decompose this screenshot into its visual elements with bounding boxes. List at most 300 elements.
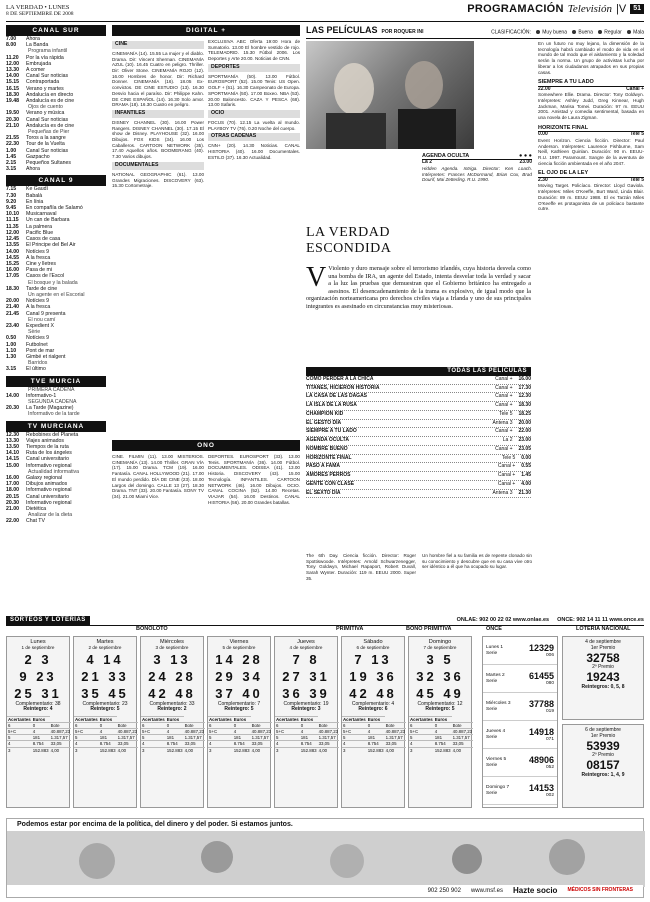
draw-date: 5 de septiembre [222,645,256,651]
todas-film-channel: Canal + [495,445,513,452]
draw-number-row [141,651,203,668]
channel-header: TVE MURCIA [6,376,106,387]
draw-reintegro: Reintegro: 3 [291,706,321,713]
acertantes-cat: 6 [74,723,99,729]
schedule-time: 15.00 [6,462,19,469]
acertantes-count: 8.754 [32,741,50,747]
todas-film-time: 18.30 [518,402,531,409]
acertantes-euros: 1.317,57 [184,735,206,741]
schedule-program: Ojos de cuento [28,104,63,111]
draw-date: 2 de septiembre [88,645,122,651]
acertantes-row [74,747,138,753]
todas-film-channel: Antena 3 [492,419,513,426]
draw-number-row [342,668,404,685]
schedule-program: Babalà [26,192,43,199]
schedule-time: 12.00 [6,229,19,236]
schedule-time: 9.45 [6,205,17,212]
draw-number: 42 [148,685,169,701]
once-serie: 080 [545,680,554,686]
section-title: PROGRAMACIÓN [467,3,564,15]
schedule-time: 14.55 [6,254,19,261]
acertantes-cat: 3 [275,747,300,753]
acertantes-count: 4 [32,729,50,735]
primitiva-title: PRIMITIVA [336,625,364,632]
page-number: 51 [630,4,644,14]
ono-title: ONO [112,440,300,451]
acertantes-count: 8.754 [166,741,184,747]
draw-number-row [141,668,203,685]
nacional-date: 6 de septiembre [585,727,621,733]
schedule-program: Ahora [26,36,40,42]
side-film-text: Moving Target. Policíaco. Director: Lloyd Gaviola. Intérpretes: Miles O'Keeffe, Burt Ward, Linda Blair. Duración: 89 m. EEUU 1988. El ex Tarzán Miles O'Keeffe es protagonista de un policiaco bastante cutre. [538,183,644,212]
draw-number: 25 [14,685,35,701]
rating-very-good: Muy buena [542,29,567,35]
acertantes-euros: Bote [50,723,72,729]
draw-number: 34 [242,668,263,684]
todas-film-channel: Canal + [497,480,516,487]
msf-banner[interactable] [6,818,644,898]
acertantes-cat: 5+C [208,729,233,735]
acertantes-euros: 1.317,57 [50,735,72,741]
ono-col-1: CINE. FILMIN (11). 13.00 MISTERIOS. CINEMANÍA (13). 14.00 Thriller. GRAN VÍA (17). 15.00 Drama. TCM (19). 16.00 Fantasía. CANAL HOLLYWOOD (21). 17.00 El mundo perdido. DÍA DE CINE (23). 18.00 Largos del domingo. CALLE 13 (27). 18.30 Drama. TNT (33). 20.00 Fantasía. SONY TV (34). 21.00 Miami Vice. [112,454,204,499]
nacional-number-2: 08157 [586,758,620,773]
todas-row [306,437,531,446]
acertantes-row [275,747,339,753]
draw-number-row [7,685,69,702]
peliculas-section [306,25,644,610]
acertantes-cat: 5+C [342,729,367,735]
draw-number: 3 [41,651,52,667]
draw-day: Miércoles [160,639,184,645]
nacional-draw [562,724,644,808]
feature-headline: LA VERDAD ESCONDIDA [306,225,392,256]
schedule-time: 19.50 [6,110,19,117]
schedule-time: 20.30 [6,116,19,123]
todas-film-name: LA CASA DE LAS DAGAS [306,393,368,400]
acertantes-table [275,716,339,752]
header-date: 8 DE SEPTIEMBRE DE 2008 [6,11,74,18]
todas-film-channel: Canal + [497,463,516,470]
todas-title: TODAS LAS PELÍCULAS [306,367,531,376]
acertantes-euros: 1.317,57 [452,735,474,741]
acertantes-cat: 4 [74,741,99,747]
schedule-program: La palmera [26,223,52,230]
draw-number: 40 [242,685,263,701]
banner-cta[interactable]: Hazte socio [512,886,558,896]
schedule-time: 3.15 [6,166,17,173]
film-info-cast: Hidden Agenda. Intriga. Director: Ken Loach. Intérpretes: Frances McDormand, Brian Cox, Brad Dourif, Mai Zetterling. R.U. 1990. [422,166,532,183]
todas-film-name: EL GESTO DÍA [306,419,342,426]
peliculas-title: LAS PELÍCULAS [306,25,378,35]
acertantes-count: 0 [32,723,50,729]
acertantes-euros: 1.317,57 [318,735,340,741]
draw-number-row [74,685,136,702]
draw-number: 37 [215,685,236,701]
todas-section [306,367,531,498]
todas-film-name: AGENDA OCULTA [306,437,349,444]
schedule-program: Viajes animados [26,437,64,444]
todas-film-time: 4.00 [521,480,531,487]
acertantes-count: 0 [300,723,318,729]
once-day [486,757,506,768]
banner-web[interactable]: www.msf.es [470,887,503,894]
todas-row [306,446,531,455]
draw-number-row [342,651,404,668]
once-serie-label: Serie [486,650,498,656]
nacional-date: 4 de septiembre [585,639,621,645]
acertantes-cat: 5+C [275,729,300,735]
acertantes-euros: 33,05 [318,741,340,747]
draw-complementario: Complementario: 23 [82,700,128,707]
nacional-title: LOTERÍA NACIONAL [576,625,631,632]
side-film-name: SIEMPRE A TU LADO [538,79,644,86]
schedule-program: Andalucía es de cine [26,122,75,129]
acertantes-euros: 33,05 [184,741,206,747]
draw-date: 1 de septiembre [21,645,55,651]
acertantes-cat: 6 [7,723,32,729]
todas-film-time: 23.05 [518,445,531,452]
schedule-time: 12.45 [6,236,19,243]
draw-number: 23 [36,668,57,684]
once-date: Viernes 5 [486,756,507,762]
draw-day: Viernes [229,639,249,645]
acertantes-table [409,716,473,752]
euros-header: Euros [99,717,117,723]
todas-row [306,472,531,481]
film-info-name: AGENDA OCULTA [422,153,470,159]
digital-doc-text: NATIONAL GEOGRAPHIC (61). 13.00 Grandes Migraciones. DISCOVERY (63). 15.30 Cortometraje. [112,171,204,189]
acertantes-count: 0 [166,723,184,729]
feature-text: Violento y duro mensaje sobre el terrorismo irlandés, cuya historia desvela como una bomba de IRA, un agente del Estado, intenta desvelar toda la verdad y sacar a la luz las pruebas que demuestran que el Gobierno británico ha entregado a asesinos. El desencadenamiento de la trama es explosivo, de igual modo que la organización norteamericana pro derechos civiles viaja a Irlanda y uno de sus principales integrantes es asesinado en circunstancias muy misteriosas. [306,265,531,310]
acertantes-cat: 5+C [74,729,99,735]
schedule-program: Un can de Barbara [26,217,70,224]
schedule-program: Un agente en el Escorial [28,291,85,298]
schedule-time: 1.30 [6,353,17,360]
msf-logo: MÉDICOS SIN FRONTERAS [567,887,633,894]
once-day [486,729,505,740]
side-film-text: Somewhere Ellie. Drama. Director: Tony Goldwyn. Intérpretes: Ashley Judd, Greg Kinnear, Hugh Jackman, Marisa Tomei. Duración: 97 m. EEUU 2001. Amistad y comedia sentimental, basada en una novela de Laura Zigman. [538,92,644,121]
once-serie: 002 [545,792,554,798]
rating-dot-icon [572,30,576,34]
rating-bad: Mala [633,29,644,35]
draw-card [408,636,472,808]
schedule-program: Canal Sur noticias [26,116,69,123]
acertantes-cat: 5+C [409,729,434,735]
schedule-program: Futbolnet [26,341,48,348]
acertantes-cat: 6 [342,723,367,729]
schedule-item [6,166,106,172]
sorteos-header [6,616,644,626]
euros-header: Euros [367,717,385,723]
nacional-label: 1er Premio [590,732,616,739]
acertantes-euros: 40.887,23 [385,729,406,735]
acertantes-cat: 3 [342,747,367,753]
side-film-channel: Tele 5 [630,131,644,138]
acertantes-count: 181 [300,735,318,741]
lottery-titles-row [6,626,644,636]
todas-film-name: AMORES PERROS [306,472,351,479]
schedule-program: SEGUNDA CADENA [28,398,77,405]
todas-row [306,463,531,472]
draw-reintegro: Reintegro: 5 [90,706,120,713]
digital-col-2 [208,39,300,425]
todas-film-name: CHAMPION KID [306,410,344,417]
schedule-time: 21.55 [6,135,19,142]
draw-number: 48 [175,685,196,701]
nacional-number: 32758 [586,650,620,665]
acertantes-count: 152.883 [233,747,250,753]
schedule-program: Canal Sur noticias [26,73,69,80]
acertantes-cat: 6 [409,723,434,729]
schedule-program: Dibujos animados [26,481,68,488]
acertantes-euros: 40.887,23 [318,729,339,735]
acertantes-header: Acertantes [343,717,366,723]
once-results [482,636,558,808]
todas-film-channel: Canal + [495,393,513,400]
draw-day: Martes [96,639,114,645]
sexto-dia-side: Un hombre fiel a su familia es de repente clonado sin su conocimiento y descubre que en su casa vive otro ser idéntico a él que ha ocupado su lugar. [422,553,532,570]
draw-number: 4 [86,651,97,667]
once-serie-label: Serie [486,734,498,740]
schedule-time: 16.15 [6,85,19,92]
once-serie: 019 [545,708,554,714]
acertantes-count: 8.754 [233,741,251,747]
acertantes-cat: 4 [275,741,300,747]
schedule-time: 18.30 [6,285,19,292]
todas-film-channel: La 2 [502,437,513,444]
channel-header: CANAL 9 [6,175,106,186]
digital-deportes-text: SPORTMANÍA (50). 13.00 Fútbol. EUROSPORT (52). 15.00 Tenis: US Open. GOLF + (51). 16.30 Campeonato de Europa. SPORTMANÍA (50). 17.00 Boxeo. NBA (53). 20.00 Baloncesto. CAZA Y PESCA (68). 13.00 Safaris. [208,73,300,108]
schedule-time: 14.00 [6,392,19,399]
acertantes-count: 0 [367,723,385,729]
acertantes-euros: 4,00 [385,747,407,753]
acertantes-table [141,716,205,752]
schedule-program: El nou camí [28,316,56,323]
acertantes-cat: 5 [74,735,99,741]
schedule-program: Cine y lletres [26,260,56,267]
draw-number: 42 [349,685,370,701]
acertantes-cat: 6 [275,723,300,729]
draw-complementario: Complementario: 4 [351,700,395,707]
schedule-time: 3.15 [6,366,17,373]
acertantes-count: 8.754 [367,741,385,747]
side-film-name: HORIZONTE FINAL [538,125,644,132]
schedule-program: Informativo regional [26,487,72,494]
schedule-program: Informativo regional [26,499,72,506]
schedule-time: 18.00 [6,487,19,494]
schedule-time: 13.50 [6,443,19,450]
draw-card [6,636,70,808]
schedule-program: A la fresca [26,304,51,311]
todas-film-name: TITANES, HICIERON HISTORIA [306,384,380,391]
todas-row [306,376,531,385]
film-info-time: 23.00 [519,159,532,166]
once-row [483,665,557,693]
todas-row [306,481,531,490]
draw-number: 3 [153,651,164,667]
acertantes-table [74,716,138,752]
rating-dot-icon [627,30,631,34]
schedule-program: Andalucía en directo [26,91,74,98]
schedule-time: 11.15 [6,217,19,224]
schedule-program: Analizar de la dieta [28,512,73,519]
bonoloto-title: BONOLOTO [136,625,168,632]
draw-date: 3 de septiembre [155,645,189,651]
euros-header: Euros [434,717,452,723]
draw-number: 28 [242,651,263,667]
schedule-time: 21.10 [6,122,19,129]
schedule-item [6,366,106,372]
draw-number: 31 [41,685,62,701]
digital-otras-text: CNN+ (20). 14.30 Noticias. CANAL HISTORIA (40). 16.00 Documentales. ESTILO (37). 16.30 Actualidad. [208,143,300,160]
schedule-program: Contraportada [26,79,60,86]
draw-complementario: Complementario: 19 [283,700,329,707]
once-serie: 006 [545,652,554,658]
acertantes-header: Acertantes [8,717,31,723]
draw-number: 48 [376,685,397,701]
draw-number-row [275,651,337,668]
schedule-item [6,518,106,524]
acertantes-euros: 4,00 [251,747,273,753]
schedule-time: 10.10 [6,211,19,218]
draw-number: 13 [371,651,392,667]
draw-complementario: Complementario: 38 [15,700,61,707]
acertantes-count: 152.883 [166,747,183,753]
schedule-program: Por la vía rápida [26,54,64,61]
todas-row [306,420,531,429]
once-contact: ONCE: 902 14 11 11 www.once.es [557,617,644,624]
draw-number: 36 [282,685,303,701]
acertantes-euros: 33,05 [50,741,72,747]
draw-number: 13 [170,651,191,667]
acertantes-count: 8.754 [99,741,117,747]
schedule-time: 20.30 [6,499,19,506]
rating-regular: Regular [604,29,622,35]
once-day [486,701,511,712]
schedule-program: Informativo-1 [26,392,57,399]
schedule-note [6,411,106,417]
acertantes-count: 152.883 [99,747,116,753]
schedule-program: Sèrie [28,329,41,336]
draw-number: 5 [443,651,454,667]
acertantes-euros: 33,05 [385,741,407,747]
rating-dot-icon [598,30,602,34]
sorteos-title: SORTEOS Y LOTERÍAS [6,616,90,625]
acertantes-euros: 1.317,57 [251,735,273,741]
acertantes-table [7,716,71,752]
draw-number: 7 [292,651,303,667]
once-serie-label: Serie [486,762,498,768]
nacional-label-2: 2º Premio [592,752,614,759]
draw-number: 28 [175,668,196,684]
acertantes-euros: 1.317,57 [117,735,139,741]
todas-film-time: 0.55 [521,463,531,470]
acertantes-euros: 4,00 [50,747,72,753]
banner-slogan: Podemos estar por encima de la política, del dinero y del poder. Si estamos juntos. [7,819,643,831]
todas-film-time: 20.00 [518,419,531,426]
schedule-time: 7.00 [6,36,17,42]
draw-complementario: Complementario: 33 [149,700,195,707]
draw-date: 4 de septiembre [289,645,323,651]
draw-reintegro: Reintegro: 6 [358,706,388,713]
draw-reintegro: Reintegro: 5 [425,706,455,713]
digital-cine-heading: CINE [112,41,204,49]
once-date: Lunes 1 [486,644,504,650]
acertantes-euros: Bote [318,723,340,729]
banner-footer [7,885,643,897]
draw-number-row [275,668,337,685]
draw-date: 7 de septiembre [423,645,457,651]
once-row [483,777,557,805]
draw-date: 6 de septiembre [356,645,390,651]
nacional-draw [562,636,644,720]
acertantes-euros: 40.887,23 [50,729,71,735]
sorteos-section [6,616,644,812]
euros-header: Euros [32,717,50,723]
draw-number-row [141,685,203,702]
side-film [538,170,644,212]
nacional-results [562,636,644,808]
schedule-time: 13.30 [6,437,19,444]
schedule-program: Tarde de cine [26,285,58,292]
schedule-time: 16.00 [6,267,19,274]
schedule-program: Casos de l'Escol [26,273,65,280]
feature-article [306,262,531,311]
draw-number-row [409,651,471,668]
once-number: 37788 [528,698,554,709]
schedule-time: 13.55 [6,242,19,249]
draw-number: 27 [282,668,303,684]
schedule-time: 0.50 [6,335,17,342]
schedule-program: Notícies 9 [26,248,50,255]
channels-column [6,25,106,525]
schedule-time: 12.30 [6,431,19,438]
acertantes-count: 152.883 [32,747,49,753]
side-film-name: EL OJO DE LA LEY [538,170,644,177]
draw-day: Jueves [297,639,315,645]
header-rule [6,21,644,22]
todas-film-time: 18.25 [518,410,531,417]
channel-schedule [6,387,106,418]
acertantes-count: 181 [233,735,251,741]
schedule-program: El bosque y la balada [28,279,78,286]
once-number: 12329 [528,642,554,653]
draw-number: 2 [24,651,35,667]
schedule-time: 16.00 [6,475,19,481]
acertantes-count: 181 [166,735,184,741]
nacional-number-2: 19243 [586,670,620,685]
schedule-program: El último [26,366,46,373]
side-film [538,125,644,167]
acertantes-cat: 5 [275,735,300,741]
todas-film-time: 0.00 [521,454,531,461]
todas-film-name: CÓMO PERDER A LA CHICA [306,375,374,382]
draw-number: 24 [148,668,169,684]
schedule-time: 12.00 [6,60,19,67]
once-date: Martes 2 [486,672,505,678]
acertantes-cat: 3 [7,747,32,753]
schedule-time: 22.00 [6,518,19,525]
schedule-time: 7.30 [6,192,17,199]
acertantes-header: Acertantes [209,717,232,723]
draw-number-row [208,651,270,668]
draw-number: 19 [349,668,370,684]
schedule-program: Ahora [26,166,40,173]
schedule-time: 2.15 [6,160,17,167]
acertantes-euros: 4,00 [318,747,340,753]
once-serie: 071 [545,736,554,742]
draw-number: 7 [354,651,365,667]
